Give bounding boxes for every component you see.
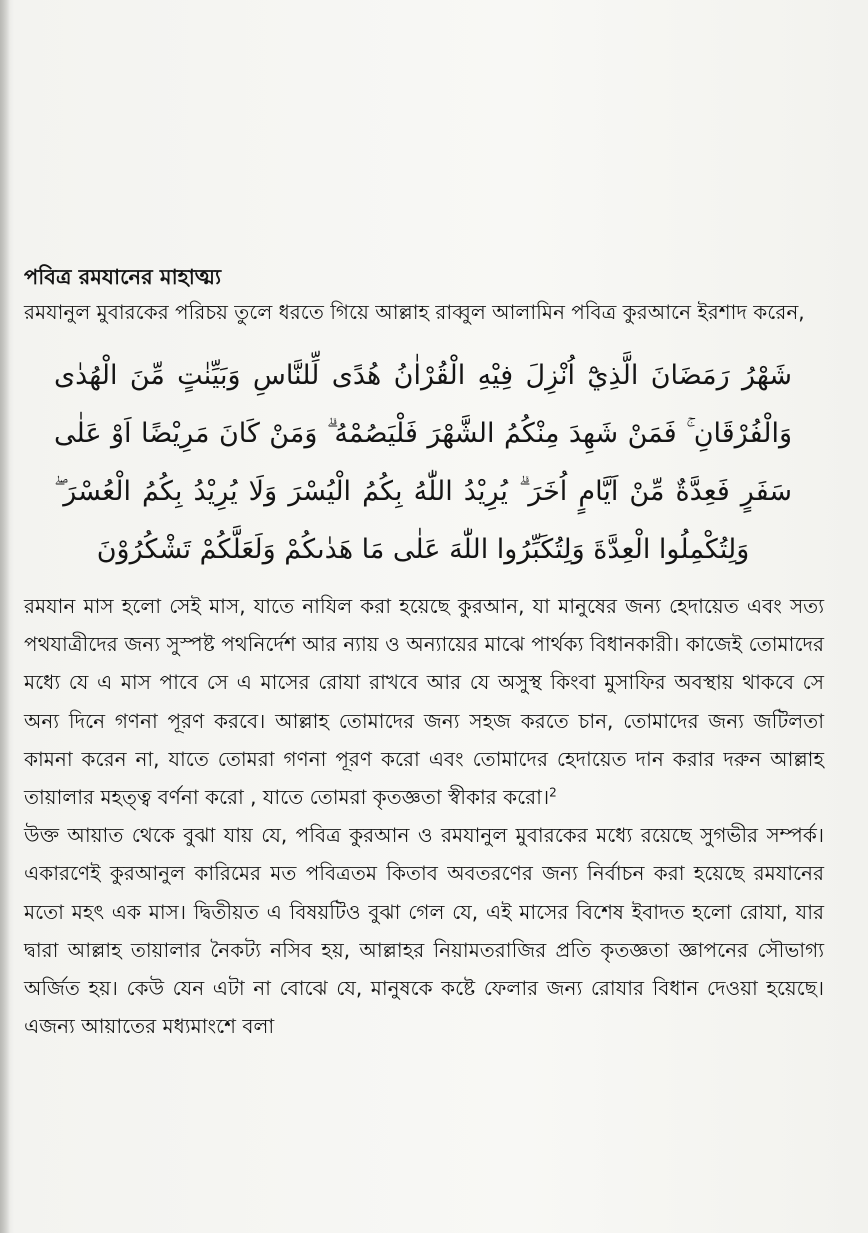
arabic-verse-line: سَفَرٍ فَعِدَّةٌ مِّنْ اَيَّامٍ اُخَرَ ۗ يُرِيْدُ اللّٰهُ بِكُمُ الْيُسْرَ وَلَا يُرِيْدُ بِكُمُ الْعُسْرَ ۖ (54, 476, 792, 507)
quran-verse-arabic (24, 347, 824, 579)
arabic-verse-line: وَالْفُرْقَانِ ۚ فَمَنْ شَهِدَ مِنْكُمُ الشَّهْرَ فَلْيَصُمْهُ ۗ وَمَنْ كَانَ مَرِيْضًا اَوْ عَلٰى (54, 418, 792, 449)
page-spine-shadow (0, 0, 10, 1233)
translation-paragraph (24, 587, 824, 816)
translation-text: রমযান মাস হলো সেই মাস, যাতে নাযিল করা হয়েছে কুরআন, যা মানুষের জন্য হেদায়েত এবং সত্য পথযাত্রীদের জন্য সুস্পষ্ট পথনির্দেশ আর ন্যায় ও অন্যায়ের মাঝে পার্থক্য বিধানকারী। কাজেই তোমাদের মধ্যে যে এ মাস পাবে সে এ মাসের রোযা রাখবে আর যে অসুস্থ কিংবা মুসাফির অবস্থায় থাকবে সে অন্য দিনে গণনা পূরণ করবে। আল্লাহ তোমাদের জন্য সহজ করতে চান, তোমাদের জন্য জটিলতা কামনা করেন না, যাতে তোমরা গণনা পূরণ করো এবং তোমাদের হেদায়েত দান করার দরুন আল্লাহ তায়ালার মহত্ত্ব বর্ণনা করো , যাতে তোমরা কৃতজ্ঞতা স্বীকার করো। (24, 594, 824, 810)
section-heading: পবিত্র রমযানের মাহাত্ম্য (24, 265, 222, 289)
arabic-verse-line: وَلِتُكْمِلُوا الْعِدَّةَ وَلِتُكَبِّرُوا اللّٰهَ عَلٰى مَا هَدٰىكُمْ وَلَعَلَّكُمْ تَشْكُرُوْنَ (96, 534, 750, 565)
page-content (24, 262, 824, 1045)
intro-paragraph: রমযানুল মুবারকের পরিচয় তুলে ধরতে গিয়ে আল্লাহ রাব্বুল আলামিন পবিত্র কুরআনে ইরশাদ করেন, (24, 300, 805, 324)
arabic-verse-line: شَهْرُ رَمَضَانَ الَّذِيْٓ اُنْزِلَ فِيْهِ الْقُرْاٰنُ هُدًى لِّلنَّاسِ وَبَيِّنٰتٍ مِّنَ الْهُدٰى (54, 360, 792, 391)
explanation-paragraph: উক্ত আয়াত থেকে বুঝা যায় যে, পবিত্র কুরআন ও রমযানুল মুবারকের মধ্যে রয়েছে সুগভীর সম্পর্ক। একারণেই কুরআনুল কারিমের মত পবিত্রতম কিতাব অবতরণের জন্য নির্বাচন করা হয়েছে রমযানের মতো মহৎ এক মাস। দ্বিতীয়ত এ বিষয়টিও বুঝা গেল যে, এই মাসের বিশেষ ইবাদত হলো রোযা, যার দ্বারা আল্লাহ তায়ালার নৈকট্য নসিব হয়, আল্লাহর নিয়ামতরাজির প্রতি কৃতজ্ঞতা জ্ঞাপনের সৌভাগ্য অর্জিত হয়। কেউ যেন এটা না বোঝে যে, মানুষকে কষ্টে ফেলার জন্য রোযার বিধান দেওয়া হয়েছে। এজন্য আয়াতের মধ্যমাংশে বলা (24, 823, 824, 1039)
footnote-marker: 2 (549, 785, 557, 800)
